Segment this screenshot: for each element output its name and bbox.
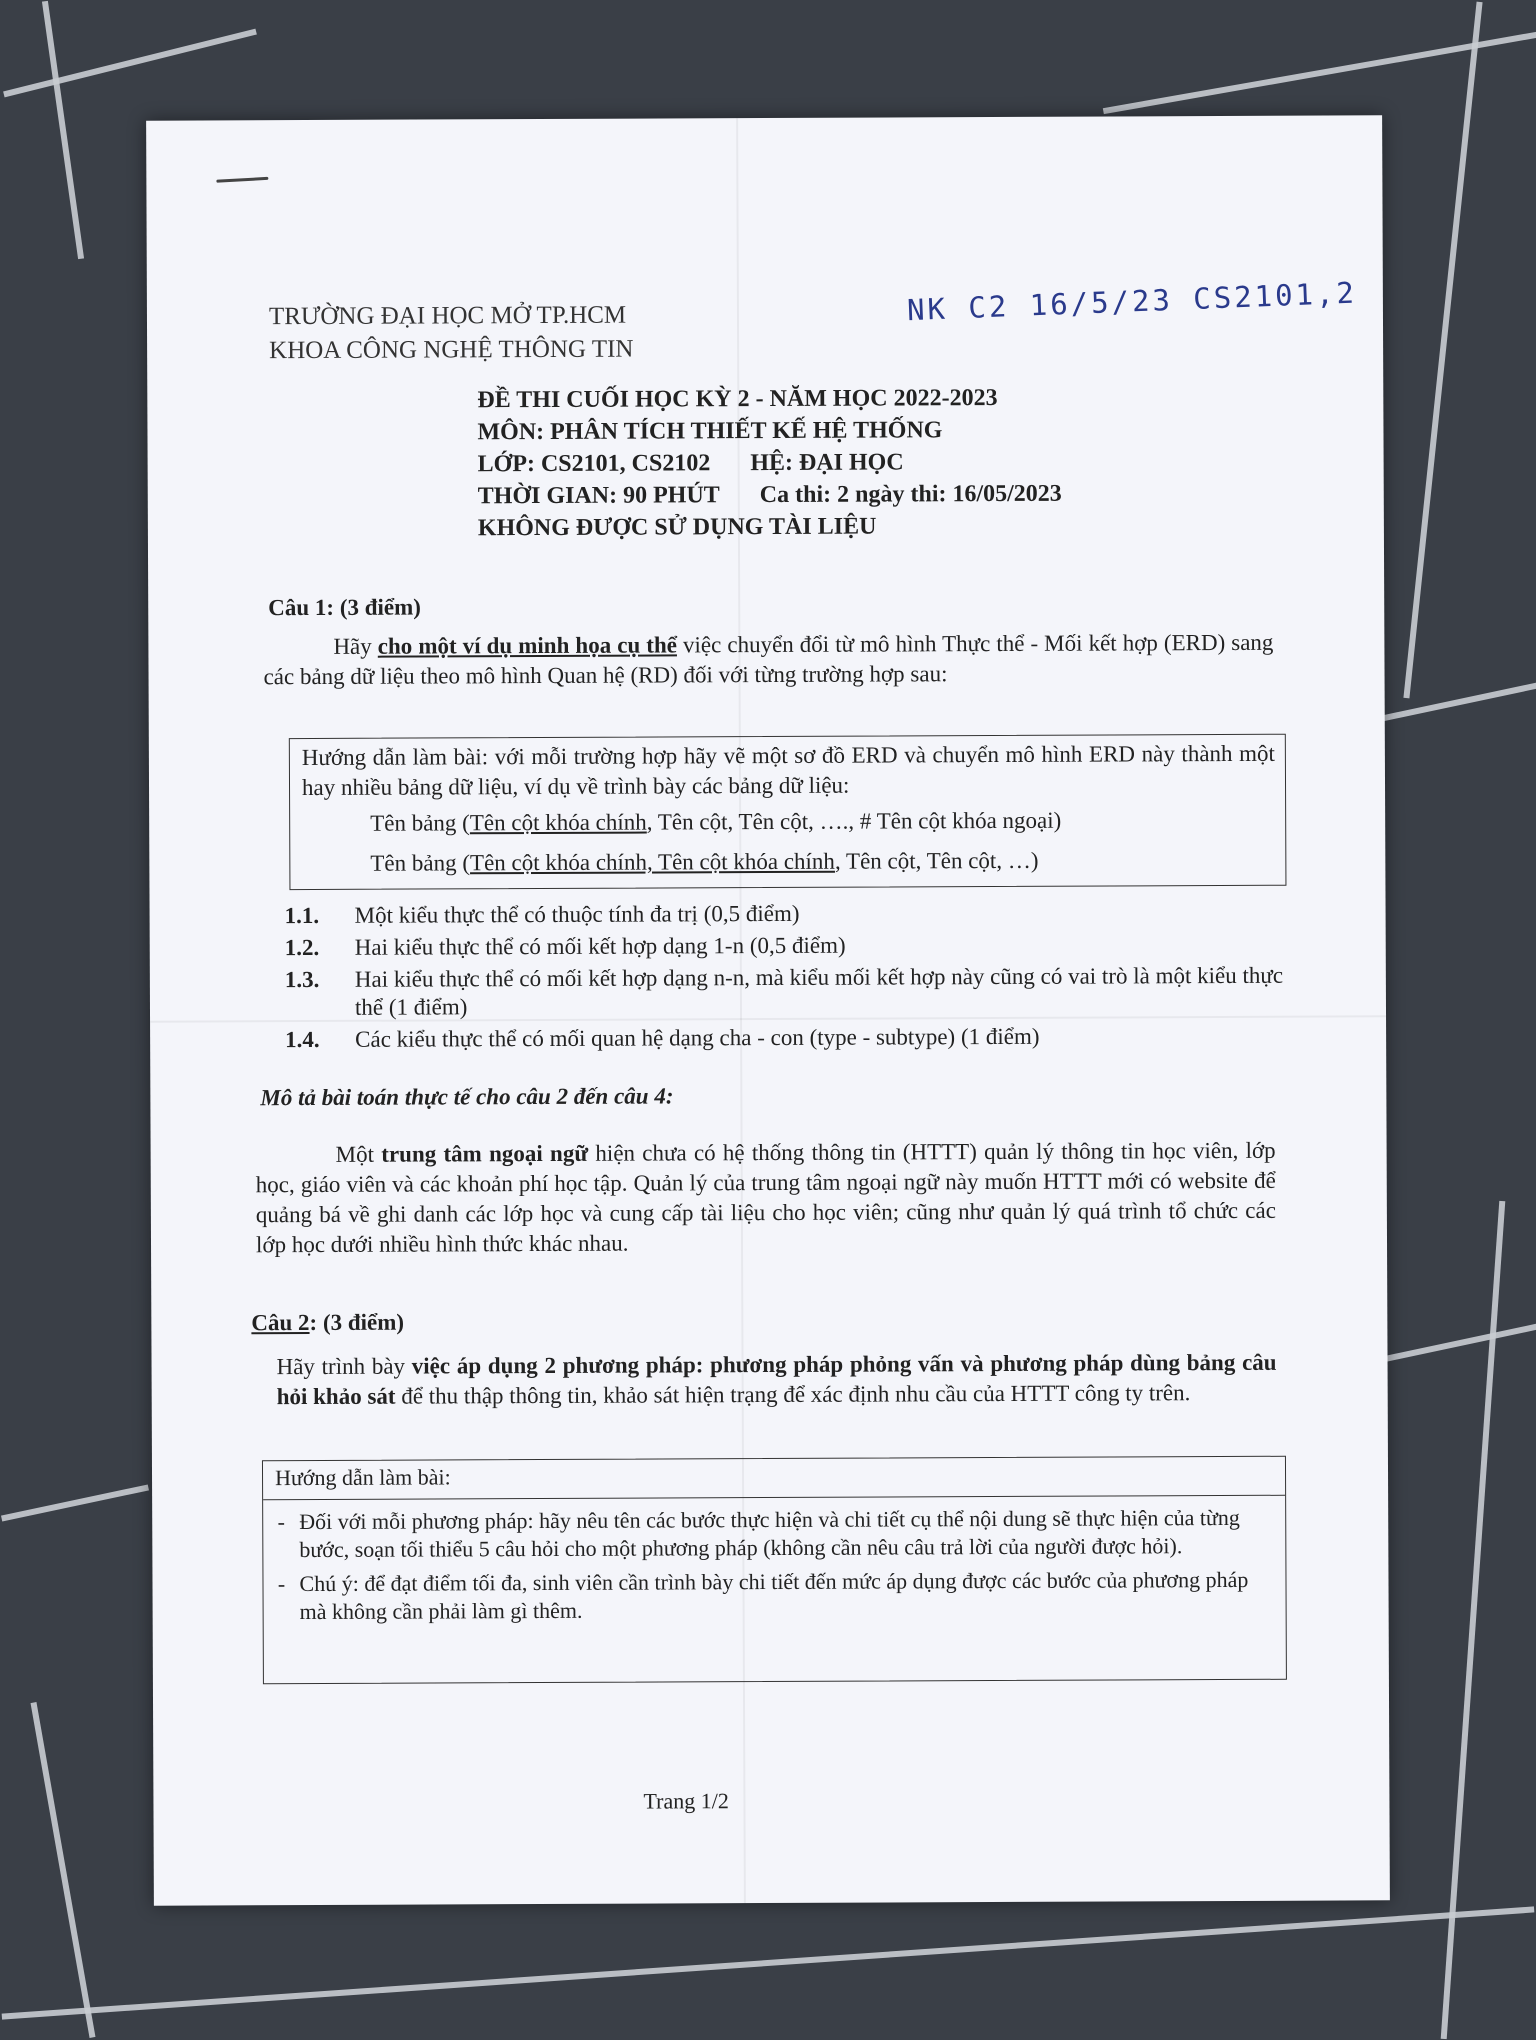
exam-session: Ca thi: 2 ngày thi: 16/05/2023 [759,480,1062,509]
exam-subject: MÔN: PHÂN TÍCH THIẾT KẾ HỆ THỐNG [477,417,943,446]
item-num: 1.3. [284,966,320,993]
q2-intro-a: Hãy trình bày [276,1353,412,1380]
exam-class: LỚP: CS2101, CS2102 [477,450,711,478]
list-item: - Đối với mỗi phương pháp: hãy nêu tên các bước thực hiện và chi tiết cụ thể nội dung sẽ thực hiện của từng bước, soạn tối thiểu 5 câu hỏi cho một phương pháp (không cần nêu câu trả lời của người được hỏi). [263,1504,1285,1564]
scenario-heading: Mô tả bài toán thực tế cho câu 2 đến câu 4: [260,1083,674,1111]
q2-guide-title: Hướng dẫn làm bài: [274,1464,451,1491]
item-num: 1.4. [285,1026,320,1053]
exam-system: HỆ: ĐẠI HỌC [750,449,904,477]
fabric-line [31,1702,96,2038]
q2-title-b: : (3 điểm) [309,1309,405,1336]
fabric-line [42,1,84,259]
q2-intro-bold: việc áp dụng 2 phương pháp: phương pháp phỏng vấn và phương pháp dùng bảng câu hỏi khảo sát [276,1349,1277,1410]
fabric-line [1371,682,1536,723]
fabric-line [1403,2,1482,699]
q1-intro-b: việc chuyển đổi từ mô hình Thực thể - Mối kết hợp (ERD) sang các bảng dữ liệu theo mô hình Quan hệ (RD) đối với từng trường hợp sau: [263,629,1274,690]
fabric-line [3,29,257,98]
ex1-b: , Tên cột, Tên cột, …., # Tên cột khóa ngoại) [646,807,1062,835]
exam-header [477,382,1062,545]
fabric-line [1,1484,149,1521]
bullet-text: Chú ý: để đạt điểm tối đa, sinh viên cần trình bày chi tiết đến mức áp dụng được các bước của phương pháp mà không cần phải làm gì thêm. [299,1566,1249,1625]
list-item [285,930,1285,962]
list-item [285,1022,1285,1054]
exam-title: ĐỀ THI CUỐI HỌC KỲ 2 - NĂM HỌC 2022-2023 [477,384,998,414]
pen-mark [216,177,268,183]
q2-guide-bullets [263,1495,1286,1626]
q2-title [251,1310,404,1337]
q1-items [285,898,1286,1054]
exam-paper [146,115,1390,1905]
ex1-a: Tên bảng ( [370,810,470,836]
q2-guide-box [262,1456,1287,1684]
item-text: Hai kiểu thực thể có mối kết hợp dạng n-n, mà kiểu mối kết hợp này cũng có vai trò là một kiểu thực thể (1 điểm) [354,962,1284,1020]
ex2-a: Tên bảng ( [370,850,471,876]
q1-intro [263,628,1273,692]
item-text: Hai kiểu thực thể có mối kết hợp dạng 1-n (0,5 điểm) [354,932,846,960]
handwritten-note: NK C2 16/5/23 CS2101,2 [906,275,1358,328]
page-number: Trang 1/2 [643,1788,729,1814]
ex1-underlined: Tên cột khóa chính [469,809,647,836]
item-num: 1.2. [284,934,320,961]
bullet-text: Đối với mỗi phương pháp: hãy nêu tên các bước thực hiện và chi tiết cụ thể nội dung sẽ thực hiện của từng bước, soạn tối thiểu 5 câu hỏi cho một phương pháp (không cần nêu câu trả lời của người được hỏi). [299,1504,1240,1563]
list-item: - Chú ý: để đạt điểm tối đa, sinh viên cần trình bày chi tiết đến mức áp dụng được các bước của phương pháp mà không cần phải làm gì thêm. [263,1566,1285,1626]
ex2-b: , Tên cột, Tên cột, …) [834,847,1039,874]
q2-title-a: Câu 2 [251,1310,310,1336]
school-header [269,299,634,369]
ex2-underlined: Tên cột khóa chính, Tên cột khóa chính [469,848,835,876]
faculty-name: KHOA CÔNG NGHỆ THÔNG TIN [269,335,634,365]
scenario-text [256,1136,1277,1260]
item-num: 1.1. [284,902,320,929]
school-name: TRƯỜNG ĐẠI HỌC MỞ TP.HCM [268,301,627,331]
q1-example-1 [290,799,1285,839]
q2-intro [276,1348,1276,1412]
q1-intro-underlined: cho một ví dụ minh họa cụ thể [377,632,677,659]
scenario-c: hiện chưa có hệ thống thông tin (HTTT) quản lý thông tin học viên, lớp học, giáo viên và các khoản phí học tập. Quản lý của trung tâm ngoại ngữ này muốn HTTT mới có website để quảng bá về ghi danh các lớp học và cung cấp tài liệu cho học viên; cũng như quản lý quá trình tổ chức các lớp học dưới nhiều hình thức khác nhau. [255,1137,1276,1258]
q1-intro-a: Hãy [333,633,378,659]
item-text: Các kiểu thực thể có mối quan hệ dạng cha - con (type - subtype) (1 điểm) [355,1023,1040,1052]
q2-intro-c: để thu thập thông tin, khảo sát hiện trạng để xác định nhu cầu của HTTT công ty trên. [395,1380,1191,1409]
exam-rule: KHÔNG ĐƯỢC SỬ DỤNG TÀI LIỆU [477,513,877,542]
fabric-line [1381,1323,1536,1362]
q1-example-2 [290,835,1285,879]
scenario-a: Một [335,1141,382,1167]
q1-title: Câu 1: (3 điểm) [268,594,421,621]
exam-time: THỜI GIAN: 90 PHÚT [477,482,720,510]
item-text: Một kiểu thực thể có thuộc tính đa trị (0,5 điểm) [354,900,800,928]
q1-guide-text: Hướng dẫn làm bài: với mỗi trường hợp hãy vẽ một sơ đồ ERD và chuyển mô hình ERD này thành một hay nhiều bảng dữ liệu, ví dụ về trình bày các bảng dữ liệu: [301,740,1275,801]
q1-guide-box [289,734,1287,890]
scenario-bold: trung tâm ngoại ngữ [381,1140,589,1167]
fabric-line [2,1906,1535,2019]
list-item [285,898,1285,930]
list-item [285,962,1285,1022]
